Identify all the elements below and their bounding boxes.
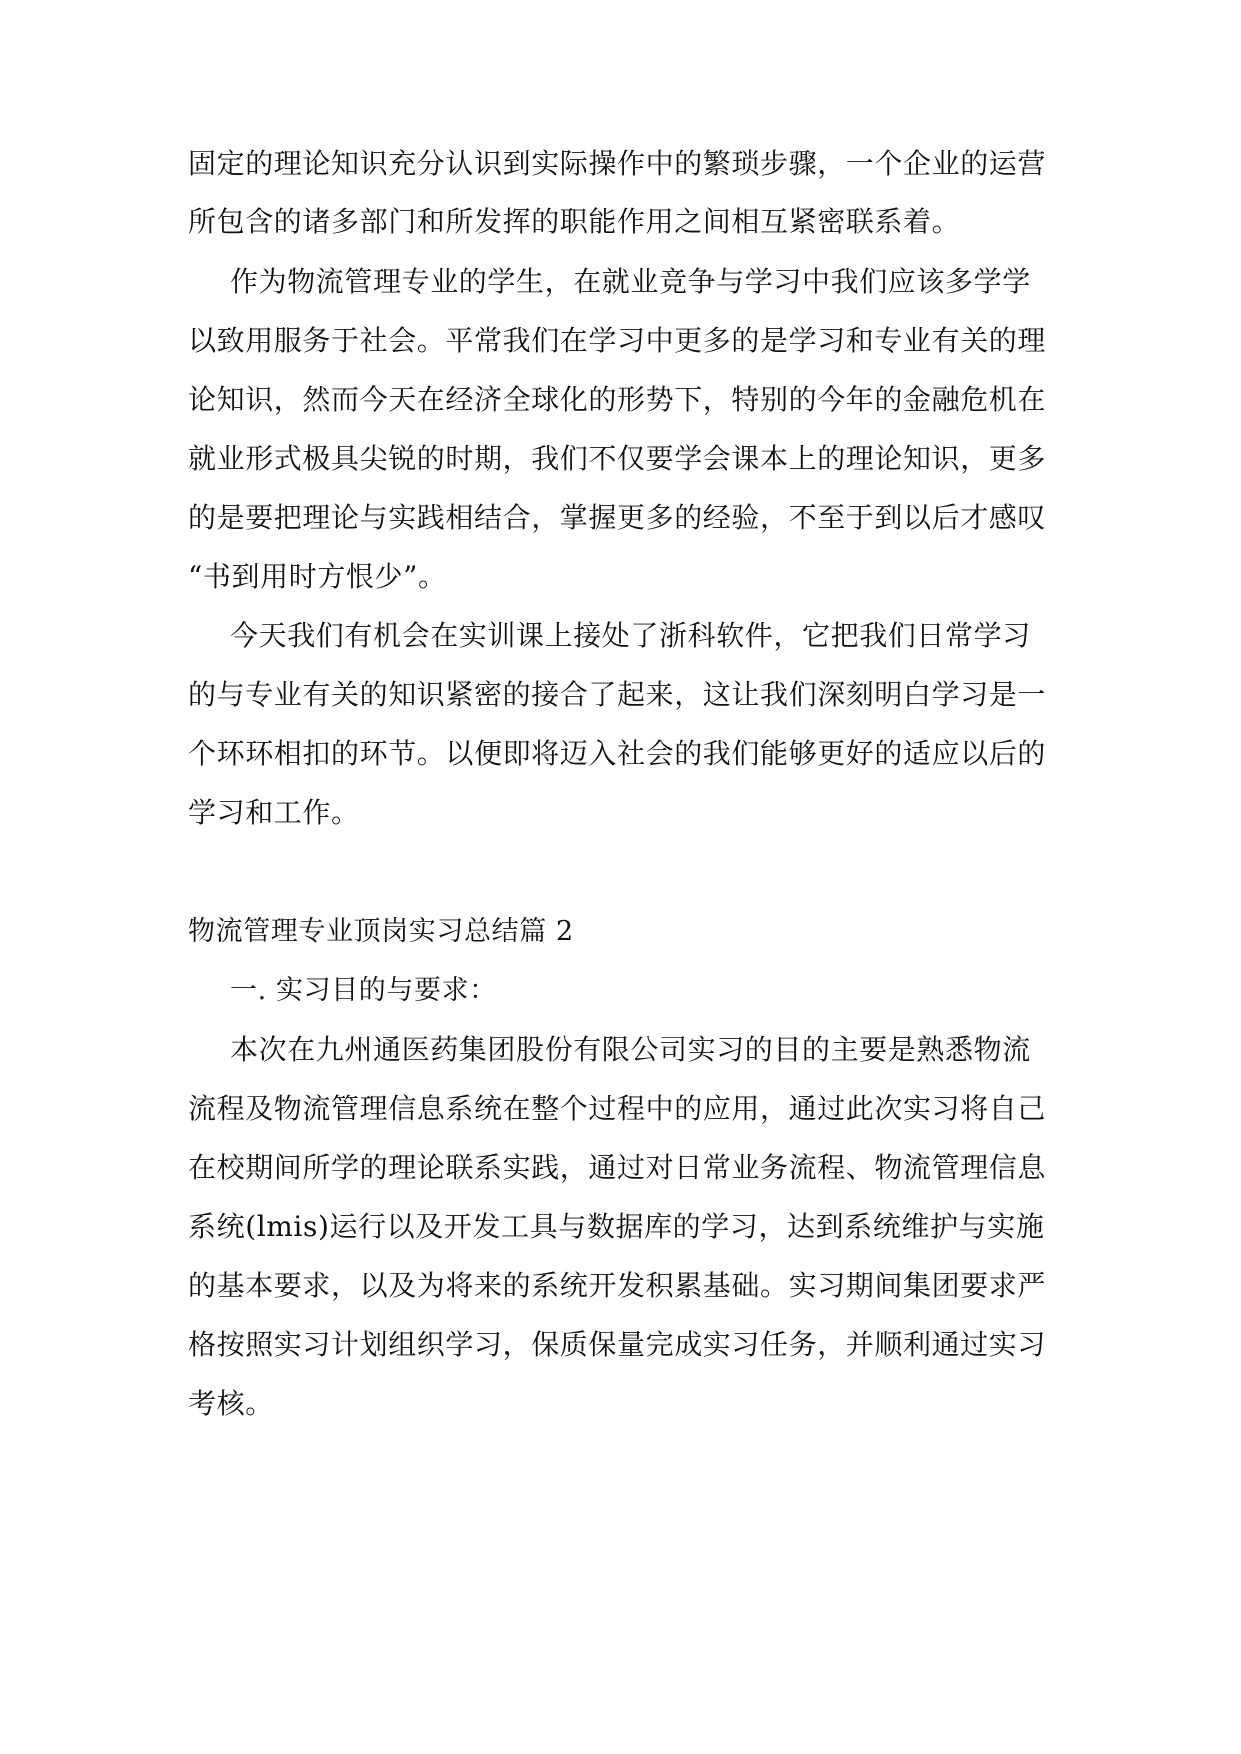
paragraph-2-line-5: 的是要把理论与实践相结合，掌握更多的经验，不至于到以后才感叹 [188, 501, 1047, 534]
paragraph-1-line-1: 固定的理论知识充分认识到实际操作中的繁琐步骤，一个企业的运营 [188, 147, 1047, 180]
paragraph-3-line-3: 个环环相扣的环节。以便即将迈入社会的我们能够更好的适应以后的 [188, 737, 1047, 770]
body-paragraph-line-5: 的基本要求，以及为将来的系统开发积累基础。实习期间集团要求严 [188, 1269, 1047, 1302]
section-title: 物流管理专业顶岗实习总结篇 2 [188, 916, 574, 947]
paragraph-2-line-1: 作为物流管理专业的学生，在就业竞争与学习中我们应该多学学 [230, 265, 1031, 298]
body-paragraph-line-7: 考核。 [188, 1387, 274, 1420]
paragraph-2-line-6: “书到用时方恨少”。 [188, 560, 447, 593]
body-paragraph-line-1: 本次在九州通医药集团股份有限公司实习的目的主要是熟悉物流 [230, 1033, 1031, 1066]
paragraph-3-line-1: 今天我们有机会在实训课上接处了浙科软件，它把我们日常学习 [230, 619, 1031, 652]
body-paragraph-line-3: 在校期间所学的理论联系实践，通过对日常业务流程、物流管理信息 [188, 1151, 1047, 1184]
paragraph-3-line-2: 的与专业有关的知识紧密的接合了起来，这让我们深刻明白学习是一 [188, 678, 1047, 711]
body-paragraph-line-6: 格按照实习计划组织学习，保质保量完成实习任务，并顺利通过实习 [188, 1328, 1047, 1361]
body-paragraph-line-2: 流程及物流管理信息系统在整个过程中的应用，通过此次实习将自己 [188, 1092, 1047, 1125]
body-paragraph-line-4: 系统(lmis)运行以及开发工具与数据库的学习，达到系统维护与实施 [188, 1210, 1045, 1243]
paragraph-2-line-4: 就业形式极具尖锐的时期，我们不仅要学会课本上的理论知识，更多 [188, 442, 1047, 475]
paragraph-2-line-3: 论知识，然而今天在经济全球化的形势下，特别的今年的金融危机在 [188, 383, 1047, 416]
paragraph-1-line-2: 所包含的诸多部门和所发挥的职能作用之间相互紧密联系着。 [188, 205, 961, 238]
subheading: 一. 实习目的与要求： [230, 975, 497, 1006]
paragraph-2-line-2: 以致用服务于社会。平常我们在学习中更多的是学习和专业有关的理 [188, 324, 1047, 357]
paragraph-3-line-4: 学习和工作。 [188, 796, 360, 829]
